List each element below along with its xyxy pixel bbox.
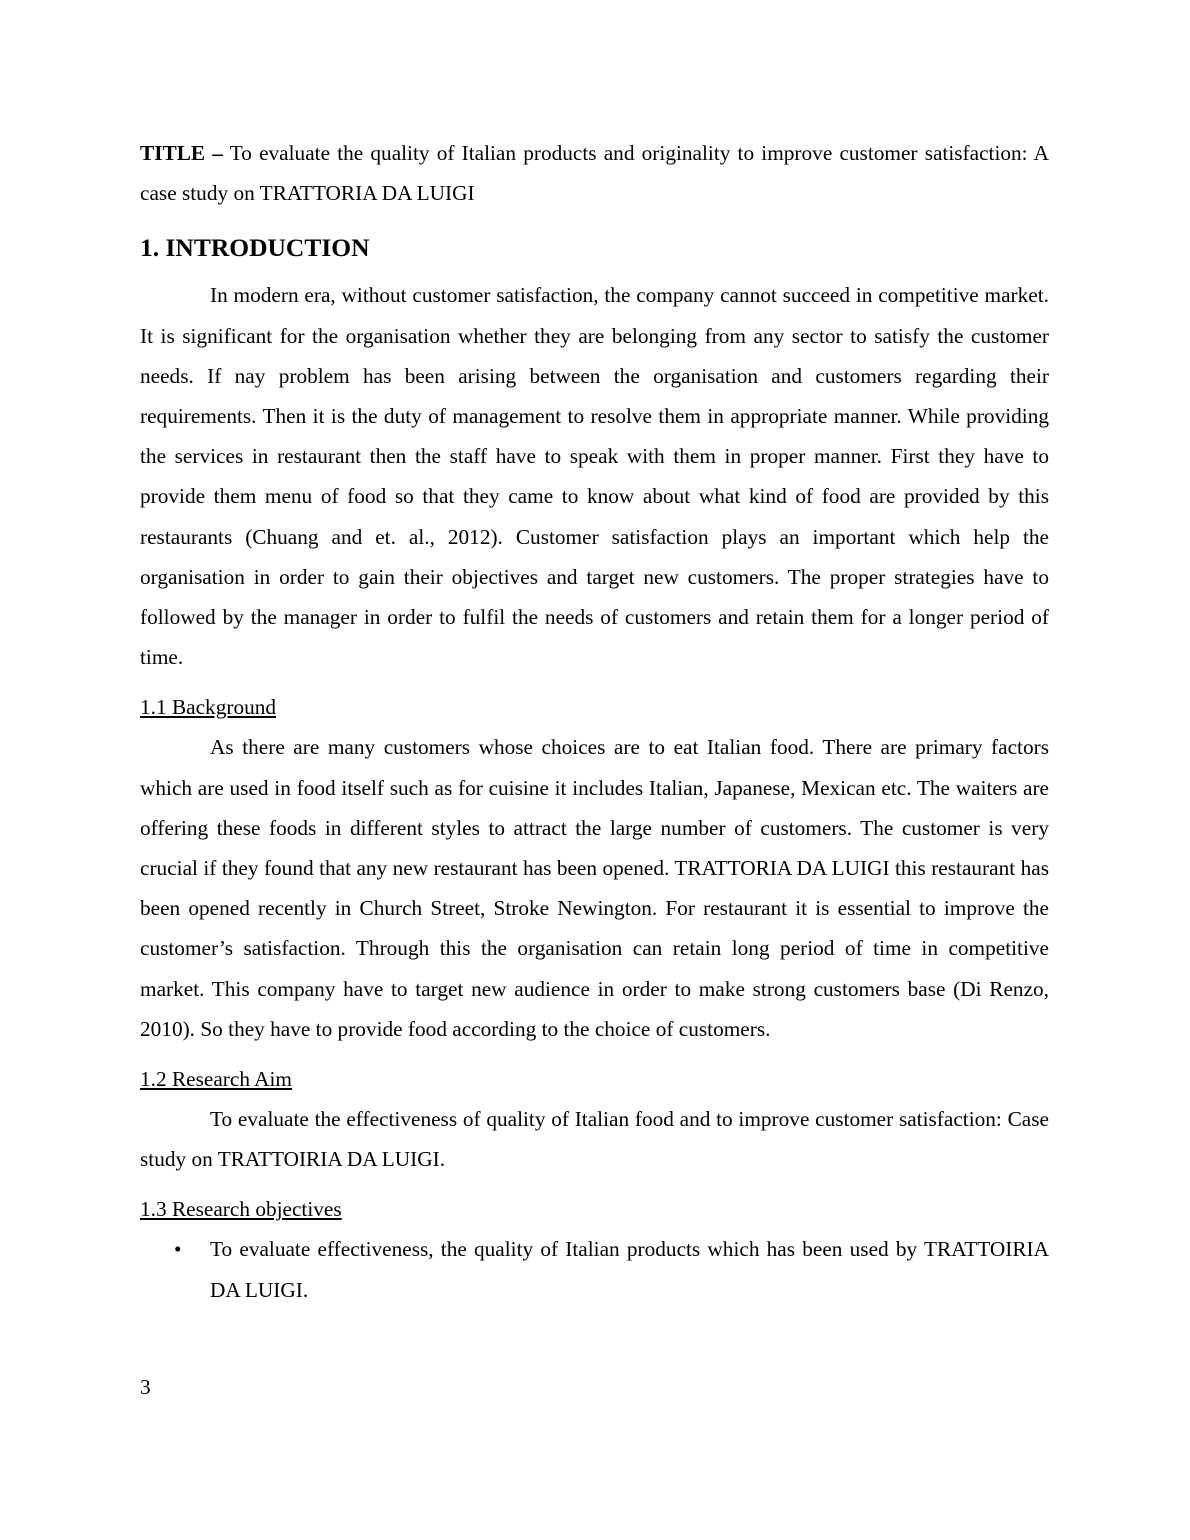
background-paragraph: As there are many customers whose choices are to eat Italian food. There are primary factors which are used in food itself such as for cuisine it includes Italian, Japanese, Mexican etc. The waiters are offering these foods in different styles to attract the large number of customers. The customer is very crucial if they found that any new restaurant has been opened. TRATTORIA DA LUIGI this restaurant has been opened recently in Church Street, Stroke Newington. For restaurant it is essential to improve the customer’s satisfaction. Through this the organisation can retain long period of time in competitive market. This company have to target new audience in order to make strong customers base (Di Renzo, 2010). So they have to provide food according to the choice of customers. [140,735,1049,1041]
introduction-section [140,275,1049,677]
research-objectives-list [140,1229,1049,1309]
research-aim-paragraph: To evaluate the effectiveness of quality of Italian food and to improve customer satisfaction: Case study on TRATTOIRIA DA LUIGI. [140,1107,1049,1172]
research-aim-section [140,1099,1049,1179]
title-label: TITLE – [140,141,223,165]
page-number: 3 [140,1375,151,1399]
background-section [140,727,1049,1049]
research-aim-heading: 1.2 Research Aim [140,1067,293,1092]
document-body [140,133,1049,1310]
research-objectives-heading: 1.3 Research objectives [140,1197,342,1222]
list-item [140,1229,1049,1309]
bullet-icon: • [174,1237,182,1262]
document-title [140,133,1049,213]
introduction-paragraph: In modern era, without customer satisfaction, the company cannot succeed in competitive market. It is significant for the organisation whether they are belonging from any sector to satisfy the customer needs. If nay problem has been arising between the organisation and customers regarding their requirements. Then it is the duty of management to resolve them in appropriate manner. While providing the services in restaurant then the staff have to speak with them in proper manner. First they have to provide them menu of food so that they came to know about what kind of food are provided by this restaurants (Chuang and et. al., 2012). Customer satisfaction plays an important which help the organisation in order to gain their objectives and target new customers. The proper strategies have to followed by the manager in order to fulfil the needs of customers and retain them for a longer period of time. [140,283,1049,670]
background-heading: 1.1 Background [140,695,277,720]
title-text: To evaluate the quality of Italian products and originality to improve customer satisfaction: A case study on TRATTORIA DA LUIGI [140,141,1049,206]
introduction-heading: 1. INTRODUCTION [140,233,370,263]
objective-text: To evaluate effectiveness, the quality of Italian products which has been used by TRATTOIRIA DA LUIGI. [210,1237,1049,1302]
